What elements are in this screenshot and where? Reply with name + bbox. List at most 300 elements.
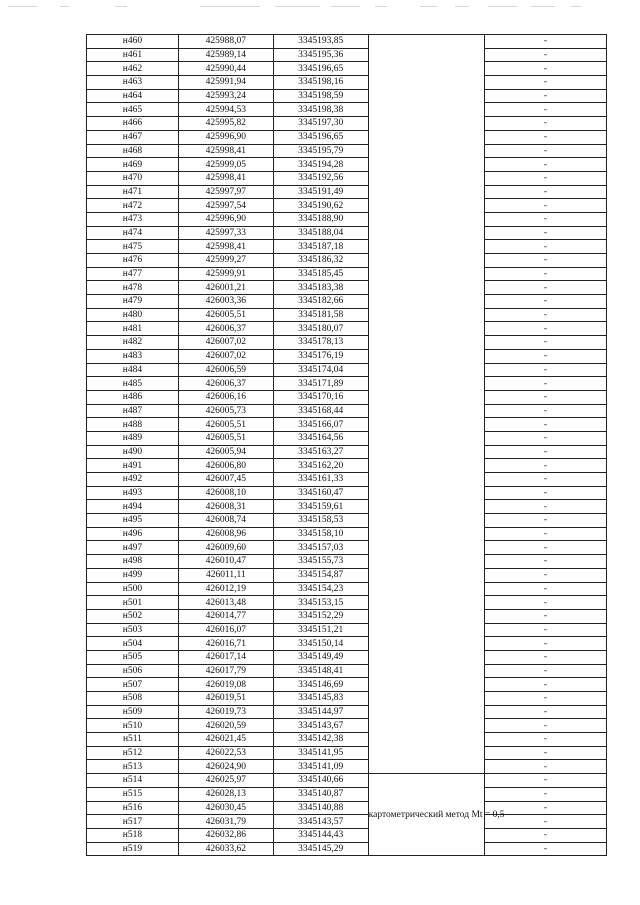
note-cell: - xyxy=(484,377,606,391)
table-row xyxy=(87,404,607,418)
y-coordinate-cell: 3345164,56 xyxy=(273,431,368,445)
point-id-cell: н460 xyxy=(87,35,179,49)
note-cell: - xyxy=(484,89,606,103)
y-coordinate-cell: 3345149,49 xyxy=(273,650,368,664)
note-cell: - xyxy=(484,199,606,213)
y-coordinate-cell: 3345193,85 xyxy=(273,35,368,49)
table-row xyxy=(87,117,607,131)
x-coordinate-cell: 425991,94 xyxy=(178,76,273,90)
table-row xyxy=(87,130,607,144)
table-row xyxy=(87,103,607,117)
table-row xyxy=(87,623,607,637)
table-row xyxy=(87,322,607,336)
y-coordinate-cell: 3345166,07 xyxy=(273,418,368,432)
table-row xyxy=(87,418,607,432)
point-id-cell: н508 xyxy=(87,692,179,706)
table-row xyxy=(87,541,607,555)
table-row xyxy=(87,185,607,199)
note-cell: - xyxy=(484,76,606,90)
y-coordinate-cell: 3345192,56 xyxy=(273,171,368,185)
table-row xyxy=(87,746,607,760)
y-coordinate-cell: 3345158,10 xyxy=(273,527,368,541)
x-coordinate-cell: 426008,10 xyxy=(178,486,273,500)
y-coordinate-cell: 3345160,47 xyxy=(273,486,368,500)
x-coordinate-cell: 425997,97 xyxy=(178,185,273,199)
x-coordinate-cell: 425989,14 xyxy=(178,48,273,62)
y-coordinate-cell: 3345154,87 xyxy=(273,568,368,582)
y-coordinate-cell: 3345196,65 xyxy=(273,62,368,76)
x-coordinate-cell: 426013,48 xyxy=(178,596,273,610)
note-cell: - xyxy=(484,404,606,418)
note-cell: - xyxy=(484,596,606,610)
y-coordinate-cell: 3345163,27 xyxy=(273,445,368,459)
x-coordinate-cell: 426012,19 xyxy=(178,582,273,596)
note-cell: - xyxy=(484,185,606,199)
x-coordinate-cell: 425999,27 xyxy=(178,254,273,268)
table-row xyxy=(87,637,607,651)
point-id-cell: н512 xyxy=(87,746,179,760)
note-cell: - xyxy=(484,555,606,569)
point-id-cell: н475 xyxy=(87,240,179,254)
point-id-cell: н467 xyxy=(87,130,179,144)
point-id-cell: н515 xyxy=(87,787,179,801)
note-cell: - xyxy=(484,705,606,719)
table-row xyxy=(87,240,607,254)
point-id-cell: н488 xyxy=(87,418,179,432)
y-coordinate-cell: 3345140,66 xyxy=(273,774,368,788)
table-row xyxy=(87,76,607,90)
y-coordinate-cell: 3345195,79 xyxy=(273,144,368,158)
note-cell: - xyxy=(484,500,606,514)
note-cell: - xyxy=(484,35,606,49)
y-coordinate-cell: 3345162,20 xyxy=(273,459,368,473)
point-id-cell: н478 xyxy=(87,281,179,295)
x-coordinate-cell: 426007,02 xyxy=(178,336,273,350)
empty-method-cell xyxy=(368,35,484,774)
point-id-cell: н502 xyxy=(87,609,179,623)
table-row xyxy=(87,144,607,158)
point-id-cell: н484 xyxy=(87,363,179,377)
point-id-cell: н499 xyxy=(87,568,179,582)
x-coordinate-cell: 425997,33 xyxy=(178,226,273,240)
y-coordinate-cell: 3345141,95 xyxy=(273,746,368,760)
point-id-cell: н471 xyxy=(87,185,179,199)
x-coordinate-cell: 426032,86 xyxy=(178,828,273,842)
y-coordinate-cell: 3345143,57 xyxy=(273,815,368,829)
x-coordinate-cell: 426019,51 xyxy=(178,692,273,706)
x-coordinate-cell: 426017,14 xyxy=(178,650,273,664)
point-id-cell: н477 xyxy=(87,267,179,281)
x-coordinate-cell: 426030,45 xyxy=(178,801,273,815)
x-coordinate-cell: 425988,07 xyxy=(178,35,273,49)
point-id-cell: н503 xyxy=(87,623,179,637)
note-cell: - xyxy=(484,254,606,268)
note-cell: - xyxy=(484,158,606,172)
table-row xyxy=(87,514,607,528)
x-coordinate-cell: 426022,53 xyxy=(178,746,273,760)
table-row xyxy=(87,568,607,582)
point-id-cell: н496 xyxy=(87,527,179,541)
y-coordinate-cell: 3345176,19 xyxy=(273,349,368,363)
point-id-cell: н511 xyxy=(87,733,179,747)
note-cell: - xyxy=(484,48,606,62)
y-coordinate-cell: 3345144,97 xyxy=(273,705,368,719)
y-coordinate-cell: 3345180,07 xyxy=(273,322,368,336)
y-coordinate-cell: 3345185,45 xyxy=(273,267,368,281)
point-id-cell: н516 xyxy=(87,801,179,815)
note-cell: - xyxy=(484,212,606,226)
x-coordinate-cell: 426005,94 xyxy=(178,445,273,459)
y-coordinate-cell: 3345154,23 xyxy=(273,582,368,596)
note-cell: - xyxy=(484,527,606,541)
note-cell: - xyxy=(484,486,606,500)
table-row xyxy=(87,527,607,541)
note-cell: - xyxy=(484,473,606,487)
table-row xyxy=(87,295,607,309)
table-row xyxy=(87,678,607,692)
x-coordinate-cell: 426014,77 xyxy=(178,609,273,623)
table-row xyxy=(87,308,607,322)
table-row xyxy=(87,212,607,226)
y-coordinate-cell: 3345191,49 xyxy=(273,185,368,199)
table-row xyxy=(87,48,607,62)
x-coordinate-cell: 426020,59 xyxy=(178,719,273,733)
x-coordinate-cell: 426006,37 xyxy=(178,377,273,391)
note-cell: - xyxy=(484,760,606,774)
point-id-cell: н485 xyxy=(87,377,179,391)
note-cell: - xyxy=(484,815,606,829)
note-cell: - xyxy=(484,390,606,404)
table-row xyxy=(87,35,607,49)
table-row xyxy=(87,171,607,185)
y-coordinate-cell: 3345152,29 xyxy=(273,609,368,623)
note-cell: - xyxy=(484,171,606,185)
table-row xyxy=(87,486,607,500)
y-coordinate-cell: 3345153,15 xyxy=(273,596,368,610)
note-cell: - xyxy=(484,623,606,637)
point-id-cell: н476 xyxy=(87,254,179,268)
point-id-cell: н498 xyxy=(87,555,179,569)
y-coordinate-cell: 3345197,30 xyxy=(273,117,368,131)
y-coordinate-cell: 3345145,29 xyxy=(273,842,368,856)
x-coordinate-cell: 426009,60 xyxy=(178,541,273,555)
x-coordinate-cell: 426019,08 xyxy=(178,678,273,692)
y-coordinate-cell: 3345168,44 xyxy=(273,404,368,418)
note-cell: - xyxy=(484,692,606,706)
table-row xyxy=(87,199,607,213)
x-coordinate-cell: 425997,54 xyxy=(178,199,273,213)
note-cell: - xyxy=(484,828,606,842)
x-coordinate-cell: 426017,79 xyxy=(178,664,273,678)
x-coordinate-cell: 425994,53 xyxy=(178,103,273,117)
y-coordinate-cell: 3345170,16 xyxy=(273,390,368,404)
point-id-cell: н472 xyxy=(87,199,179,213)
y-coordinate-cell: 3345187,18 xyxy=(273,240,368,254)
table-row xyxy=(87,62,607,76)
y-coordinate-cell: 3345186,32 xyxy=(273,254,368,268)
y-coordinate-cell: 3345148,41 xyxy=(273,664,368,678)
y-coordinate-cell: 3345181,58 xyxy=(273,308,368,322)
table-row xyxy=(87,377,607,391)
x-coordinate-cell: 426005,51 xyxy=(178,308,273,322)
x-coordinate-cell: 425998,41 xyxy=(178,171,273,185)
x-coordinate-cell: 426021,45 xyxy=(178,733,273,747)
table-row xyxy=(87,158,607,172)
point-id-cell: н463 xyxy=(87,76,179,90)
x-coordinate-cell: 426031,79 xyxy=(178,815,273,829)
point-id-cell: н510 xyxy=(87,719,179,733)
table-row xyxy=(87,692,607,706)
note-cell: - xyxy=(484,226,606,240)
x-coordinate-cell: 425996,90 xyxy=(178,130,273,144)
x-coordinate-cell: 426006,16 xyxy=(178,390,273,404)
note-cell: - xyxy=(484,267,606,281)
x-coordinate-cell: 425998,41 xyxy=(178,144,273,158)
y-coordinate-cell: 3345143,67 xyxy=(273,719,368,733)
y-coordinate-cell: 3345155,73 xyxy=(273,555,368,569)
y-coordinate-cell: 3345141,09 xyxy=(273,760,368,774)
x-coordinate-cell: 426011,11 xyxy=(178,568,273,582)
note-cell: - xyxy=(484,322,606,336)
y-coordinate-cell: 3345142,38 xyxy=(273,733,368,747)
x-coordinate-cell: 426006,59 xyxy=(178,363,273,377)
point-id-cell: н470 xyxy=(87,171,179,185)
point-id-cell: н480 xyxy=(87,308,179,322)
table-row xyxy=(87,760,607,774)
y-coordinate-cell: 3345182,66 xyxy=(273,295,368,309)
x-coordinate-cell: 426028,13 xyxy=(178,787,273,801)
point-id-cell: н490 xyxy=(87,445,179,459)
y-coordinate-cell: 3345171,89 xyxy=(273,377,368,391)
point-id-cell: н468 xyxy=(87,144,179,158)
point-id-cell: н497 xyxy=(87,541,179,555)
point-id-cell: н493 xyxy=(87,486,179,500)
point-id-cell: н461 xyxy=(87,48,179,62)
point-id-cell: н474 xyxy=(87,226,179,240)
x-coordinate-cell: 425993,24 xyxy=(178,89,273,103)
table-row xyxy=(87,609,607,623)
y-coordinate-cell: 3345146,69 xyxy=(273,678,368,692)
point-id-cell: н500 xyxy=(87,582,179,596)
x-coordinate-cell: 426001,21 xyxy=(178,281,273,295)
note-cell: - xyxy=(484,144,606,158)
x-coordinate-cell: 426006,80 xyxy=(178,459,273,473)
note-cell: - xyxy=(484,801,606,815)
x-coordinate-cell: 426024,90 xyxy=(178,760,273,774)
note-cell: - xyxy=(484,349,606,363)
y-coordinate-cell: 3345157,03 xyxy=(273,541,368,555)
y-coordinate-cell: 3345158,53 xyxy=(273,514,368,528)
table-row xyxy=(87,650,607,664)
point-id-cell: н504 xyxy=(87,637,179,651)
y-coordinate-cell: 3345144,43 xyxy=(273,828,368,842)
point-id-cell: н491 xyxy=(87,459,179,473)
note-cell: - xyxy=(484,431,606,445)
table-row xyxy=(87,267,607,281)
note-cell: - xyxy=(484,130,606,144)
x-coordinate-cell: 426016,71 xyxy=(178,637,273,651)
table-row xyxy=(87,473,607,487)
note-cell: - xyxy=(484,650,606,664)
coordinates-table xyxy=(86,34,607,856)
x-coordinate-cell: 426008,31 xyxy=(178,500,273,514)
x-coordinate-cell: 426010,47 xyxy=(178,555,273,569)
x-coordinate-cell: 426016,07 xyxy=(178,623,273,637)
note-cell: - xyxy=(484,240,606,254)
table-row xyxy=(87,363,607,377)
table-row xyxy=(87,787,607,801)
table-row xyxy=(87,596,607,610)
y-coordinate-cell: 3345140,88 xyxy=(273,801,368,815)
x-coordinate-cell: 426008,96 xyxy=(178,527,273,541)
note-cell: - xyxy=(484,787,606,801)
note-cell: - xyxy=(484,514,606,528)
note-cell: - xyxy=(484,719,606,733)
table-row xyxy=(87,89,607,103)
x-coordinate-cell: 425995,82 xyxy=(178,117,273,131)
table-row xyxy=(87,336,607,350)
y-coordinate-cell: 3345195,36 xyxy=(273,48,368,62)
note-cell: - xyxy=(484,637,606,651)
point-id-cell: н479 xyxy=(87,295,179,309)
note-cell: - xyxy=(484,568,606,582)
point-id-cell: н481 xyxy=(87,322,179,336)
table-row xyxy=(87,281,607,295)
point-id-cell: н473 xyxy=(87,212,179,226)
table-row xyxy=(87,842,607,856)
x-coordinate-cell: 426008,74 xyxy=(178,514,273,528)
y-coordinate-cell: 3345198,59 xyxy=(273,89,368,103)
y-coordinate-cell: 3345151,21 xyxy=(273,623,368,637)
x-coordinate-cell: 426019,73 xyxy=(178,705,273,719)
note-cell: - xyxy=(484,746,606,760)
x-coordinate-cell: 425996,90 xyxy=(178,212,273,226)
x-coordinate-cell: 426007,45 xyxy=(178,473,273,487)
point-id-cell: н518 xyxy=(87,828,179,842)
note-cell: - xyxy=(484,117,606,131)
x-coordinate-cell: 426005,51 xyxy=(178,431,273,445)
method-text: картометрический метод Mt = 0,5 xyxy=(368,809,505,820)
note-cell: - xyxy=(484,459,606,473)
table-row xyxy=(87,815,607,829)
y-coordinate-cell: 3345174,04 xyxy=(273,363,368,377)
point-id-cell: н514 xyxy=(87,774,179,788)
table-row xyxy=(87,390,607,404)
point-id-cell: н486 xyxy=(87,390,179,404)
point-id-cell: н495 xyxy=(87,514,179,528)
y-coordinate-cell: 3345145,83 xyxy=(273,692,368,706)
y-coordinate-cell: 3345150,14 xyxy=(273,637,368,651)
note-cell: - xyxy=(484,541,606,555)
note-cell: - xyxy=(484,774,606,788)
note-cell: - xyxy=(484,295,606,309)
point-id-cell: н501 xyxy=(87,596,179,610)
table-row xyxy=(87,828,607,842)
table-row xyxy=(87,719,607,733)
note-cell: - xyxy=(484,363,606,377)
point-id-cell: н492 xyxy=(87,473,179,487)
x-coordinate-cell: 426005,51 xyxy=(178,418,273,432)
y-coordinate-cell: 3345140,87 xyxy=(273,787,368,801)
y-coordinate-cell: 3345188,90 xyxy=(273,212,368,226)
table-row xyxy=(87,555,607,569)
x-coordinate-cell: 426003,36 xyxy=(178,295,273,309)
coordinates-table-body xyxy=(87,35,607,856)
note-cell: - xyxy=(484,842,606,856)
table-row xyxy=(87,459,607,473)
point-id-cell: н519 xyxy=(87,842,179,856)
table-row xyxy=(87,705,607,719)
faint-page-header xyxy=(0,0,640,20)
note-cell: - xyxy=(484,733,606,747)
x-coordinate-cell: 426005,73 xyxy=(178,404,273,418)
note-cell: - xyxy=(484,336,606,350)
table-row xyxy=(87,226,607,240)
table-row xyxy=(87,774,607,788)
note-cell: - xyxy=(484,418,606,432)
table-row xyxy=(87,582,607,596)
note-cell: - xyxy=(484,609,606,623)
point-id-cell: н507 xyxy=(87,678,179,692)
point-id-cell: н505 xyxy=(87,650,179,664)
point-id-cell: н517 xyxy=(87,815,179,829)
point-id-cell: н494 xyxy=(87,500,179,514)
point-id-cell: н483 xyxy=(87,349,179,363)
table-row xyxy=(87,801,607,815)
point-id-cell: н466 xyxy=(87,117,179,131)
note-cell: - xyxy=(484,62,606,76)
y-coordinate-cell: 3345190,62 xyxy=(273,199,368,213)
point-id-cell: н464 xyxy=(87,89,179,103)
x-coordinate-cell: 425999,05 xyxy=(178,158,273,172)
table-row xyxy=(87,664,607,678)
x-coordinate-cell: 426006,37 xyxy=(178,322,273,336)
x-coordinate-cell: 426007,02 xyxy=(178,349,273,363)
table-row xyxy=(87,431,607,445)
note-cell: - xyxy=(484,664,606,678)
point-id-cell: н462 xyxy=(87,62,179,76)
y-coordinate-cell: 3345198,38 xyxy=(273,103,368,117)
note-cell: - xyxy=(484,445,606,459)
note-cell: - xyxy=(484,281,606,295)
y-coordinate-cell: 3345188,04 xyxy=(273,226,368,240)
x-coordinate-cell: 425999,91 xyxy=(178,267,273,281)
x-coordinate-cell: 426033,62 xyxy=(178,842,273,856)
point-id-cell: н489 xyxy=(87,431,179,445)
point-id-cell: н509 xyxy=(87,705,179,719)
x-coordinate-cell: 425990,44 xyxy=(178,62,273,76)
y-coordinate-cell: 3345161,33 xyxy=(273,473,368,487)
table-row xyxy=(87,254,607,268)
table-row xyxy=(87,733,607,747)
x-coordinate-cell: 425998,41 xyxy=(178,240,273,254)
y-coordinate-cell: 3345198,16 xyxy=(273,76,368,90)
y-coordinate-cell: 3345159,61 xyxy=(273,500,368,514)
note-cell: - xyxy=(484,582,606,596)
point-id-cell: н513 xyxy=(87,760,179,774)
table-row xyxy=(87,445,607,459)
x-coordinate-cell: 426025,97 xyxy=(178,774,273,788)
note-cell: - xyxy=(484,308,606,322)
method-cell xyxy=(368,774,505,856)
point-id-cell: н465 xyxy=(87,103,179,117)
point-id-cell: н487 xyxy=(87,404,179,418)
note-cell: - xyxy=(484,103,606,117)
y-coordinate-cell: 3345183,38 xyxy=(273,281,368,295)
point-id-cell: н469 xyxy=(87,158,179,172)
y-coordinate-cell: 3345178,13 xyxy=(273,336,368,350)
note-cell: - xyxy=(484,678,606,692)
